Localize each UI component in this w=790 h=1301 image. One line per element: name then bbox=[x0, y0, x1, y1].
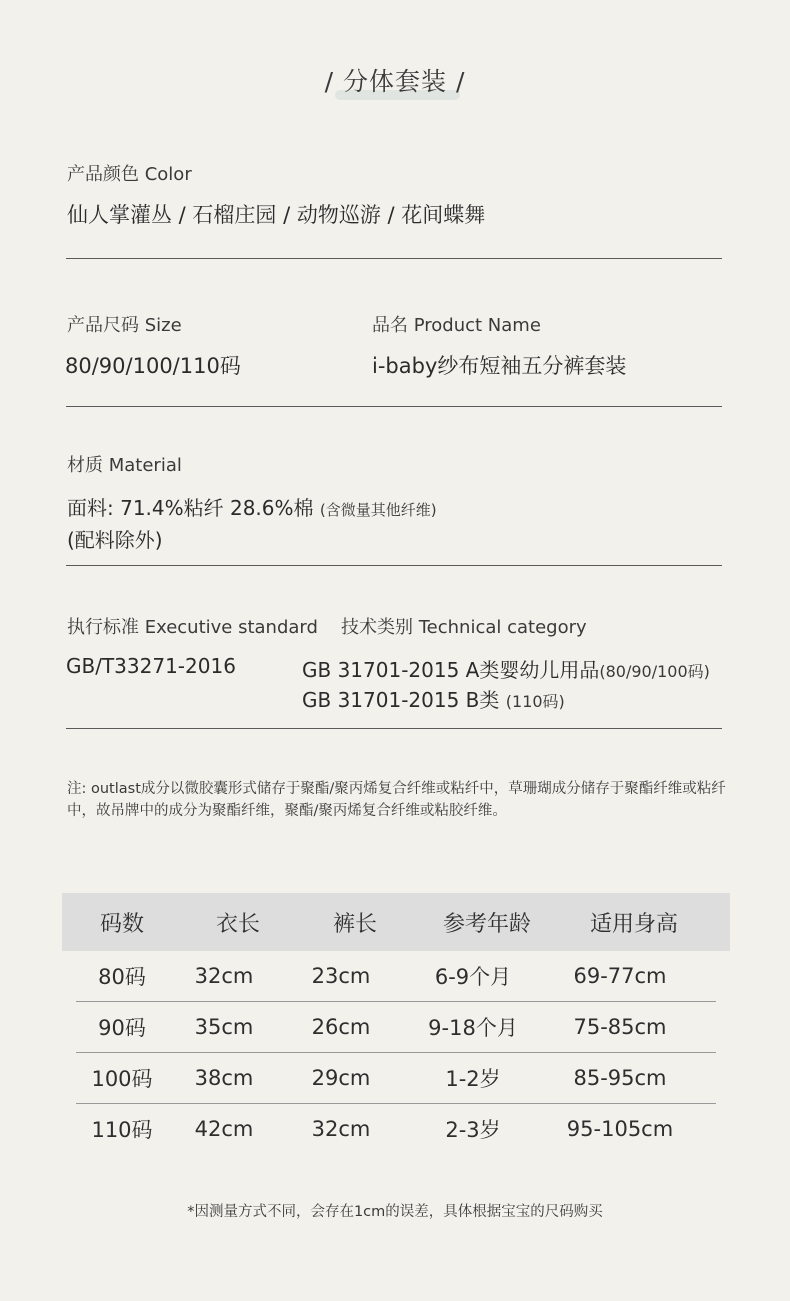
standard-label: 执行标准 Executive standard bbox=[67, 617, 318, 638]
composition-note: 注: outlast成分以微胶囊形式储存于聚酯/聚丙烯复合纤维或粘纤中，草珊瑚成分储存于聚酯纤维或粘纤中，故吊牌中的成分为聚酯纤维，聚酯/聚丙烯复合纤维或粘胶纤维。 bbox=[67, 781, 726, 819]
table-cell: 100码 bbox=[91, 1067, 153, 1091]
table-cell: 6-9个月 bbox=[434, 965, 512, 989]
tech-category-line2-main: GB 31701-2015 B类 bbox=[302, 688, 500, 712]
size-label: 产品尺码 Size bbox=[67, 315, 182, 336]
table-cell: 2-3岁 bbox=[445, 1118, 501, 1142]
table-row bbox=[76, 1104, 716, 1154]
table-cell: 38cm bbox=[194, 1066, 254, 1090]
measurement-disclaimer: *因测量方式不同，会存在1cm的误差，具体根据宝宝的尺码购买 bbox=[187, 1204, 603, 1220]
material-value-note: (含微量其他纤维) bbox=[319, 501, 437, 519]
size-table-header bbox=[62, 893, 730, 951]
table-cell: 23cm bbox=[311, 964, 371, 988]
table-cell: 110码 bbox=[91, 1118, 153, 1142]
divider bbox=[66, 406, 722, 407]
table-cell: 95-105cm bbox=[566, 1117, 674, 1141]
table-cell: 80码 bbox=[98, 965, 146, 989]
header-age: 参考年龄 bbox=[442, 911, 531, 937]
product-name-label: 品名 Product Name bbox=[372, 315, 541, 336]
tech-category-line2-note: (110码) bbox=[505, 692, 565, 711]
divider bbox=[66, 728, 722, 729]
table-cell: 9-18个月 bbox=[428, 1016, 518, 1040]
table-cell: 75-85cm bbox=[573, 1015, 667, 1039]
size-value: 80/90/100/110码 bbox=[65, 354, 241, 378]
table-cell: 32cm bbox=[311, 1117, 371, 1141]
tech-category-line1-note: (80/90/100码) bbox=[599, 662, 710, 681]
header-pants-length: 裤长 bbox=[332, 911, 377, 937]
standard-value: GB/T33271-2016 bbox=[66, 654, 236, 678]
size-table bbox=[62, 893, 730, 1154]
tech-category-line1-main: GB 31701-2015 A类婴幼儿用品 bbox=[302, 658, 600, 682]
table-cell: 85-95cm bbox=[573, 1066, 667, 1090]
table-cell: 69-77cm bbox=[573, 964, 667, 988]
header-height: 适用身高 bbox=[589, 911, 678, 937]
table-row bbox=[76, 951, 716, 1002]
material-value-line2: (配料除外) bbox=[67, 528, 163, 552]
table-row bbox=[76, 1053, 716, 1104]
table-cell: 90码 bbox=[98, 1016, 146, 1040]
tech-category-line1 bbox=[302, 654, 710, 683]
table-cell: 26cm bbox=[311, 1015, 371, 1039]
color-label: 产品颜色 Color bbox=[67, 164, 192, 185]
table-cell: 1-2岁 bbox=[445, 1067, 501, 1091]
table-row bbox=[76, 1002, 716, 1053]
table-cell: 32cm bbox=[194, 964, 254, 988]
material-value bbox=[67, 492, 437, 521]
material-value-main: 面料: 71.4%粘纤 28.6%棉 bbox=[67, 496, 314, 520]
table-cell: 42cm bbox=[194, 1117, 254, 1141]
divider bbox=[66, 258, 722, 259]
product-name-value: i-baby纱布短袖五分裤套装 bbox=[372, 354, 627, 378]
section-title: / 分体套装 / bbox=[324, 67, 466, 96]
table-cell: 29cm bbox=[311, 1066, 371, 1090]
table-cell: 35cm bbox=[194, 1015, 254, 1039]
header-size: 码数 bbox=[99, 911, 144, 937]
divider bbox=[66, 565, 722, 566]
tech-category-line2 bbox=[302, 684, 565, 713]
header-top-length: 衣长 bbox=[215, 911, 260, 937]
material-label: 材质 Material bbox=[67, 455, 182, 476]
color-value: 仙人掌灌丛 / 石榴庄园 / 动物巡游 / 花间蝶舞 bbox=[67, 203, 486, 227]
tech-category-label: 技术类别 Technical category bbox=[341, 617, 587, 638]
